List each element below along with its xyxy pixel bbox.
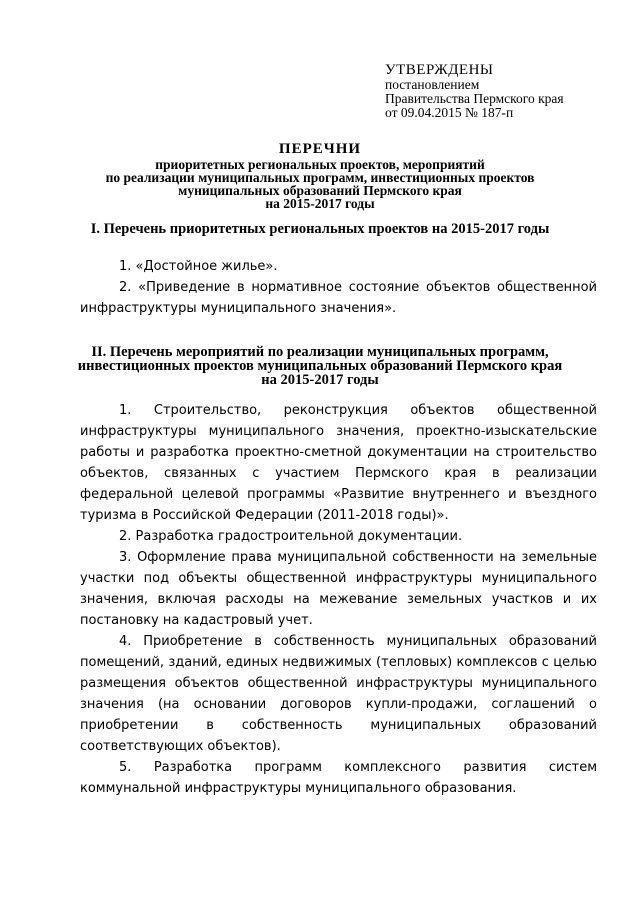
approval-title: УТВЕРЖДЕНЫ xyxy=(385,62,494,78)
list-item: 1. «Достойное жилье». xyxy=(119,259,278,274)
document-title: ПЕРЕЧНИ xyxy=(278,141,362,157)
list-item: 3. Оформление права муниципальной собственности на земельные участки под объекты общественной инфраструктуры муниципального значения, включая расходы на межевание земельных участков и их постановку на кадастровый учет. xyxy=(80,550,597,628)
list-item: 4. Приобретение в собственность муниципальных образований помещений, зданий, единых недвижимых (тепловых) комплексов с целью размещения объектов общественной инфраструктуры муниципального значения (на основании договоров купли-продажи, соглашений о приобретении в собственность муниципальных образований соответствующих объектов). xyxy=(80,634,597,754)
subtitle-line-3: муниципальных образований Пермского края xyxy=(178,183,462,198)
list-item: 2. Разработка градостроительной документации. xyxy=(119,529,463,544)
approval-line-1: постановлением xyxy=(385,77,480,92)
section-2-heading xyxy=(0,345,640,387)
list-item: 2. «Приведение в нормативное состояние объектов общественной инфраструктуры муниципального значения». xyxy=(80,280,597,316)
section-1-list xyxy=(80,256,597,319)
section-1-heading: I. Перечень приоритетных региональных проектов на 2015-2017 годы xyxy=(90,221,550,237)
subtitle-line-2: по реализации муниципальных программ, инвестиционных проектов xyxy=(105,170,535,185)
subtitle-line-1: приоритетных региональных проектов, мероприятий xyxy=(155,157,485,172)
list-item: 1. Строительство, реконструкция объектов общественной инфраструктуры муниципального значения, проектно-изыскательские работы и разработка проектно-сметной документации на строительство объектов, связанных с участием Пермского края в реализации федеральной целевой программы «Развитие внутреннего и въездного туризма в Российской Федерации (2011-2018 годы)». xyxy=(80,403,597,523)
section-2-heading-line-2: инвестиционных проектов муниципальных образований Пермского края xyxy=(77,358,563,374)
subtitle-line-4: на 2015-2017 годы xyxy=(265,196,375,211)
section-2-list xyxy=(80,400,597,799)
document-subtitle xyxy=(0,158,640,210)
section-2-heading-line-3: на 2015-2017 годы xyxy=(261,372,379,388)
section-2-heading-line-1: II. Перечень мероприятий по реализации муниципальных программ, xyxy=(91,344,549,360)
approval-line-3: от 09.04.2015 № 187-п xyxy=(385,105,514,120)
list-item: 5. Разработка программ комплексного развития систем коммунальной инфраструктуры муниципального образования. xyxy=(80,760,597,796)
approval-line-2: Правительства Пермского края xyxy=(385,91,564,106)
approval-stamp xyxy=(385,62,564,120)
